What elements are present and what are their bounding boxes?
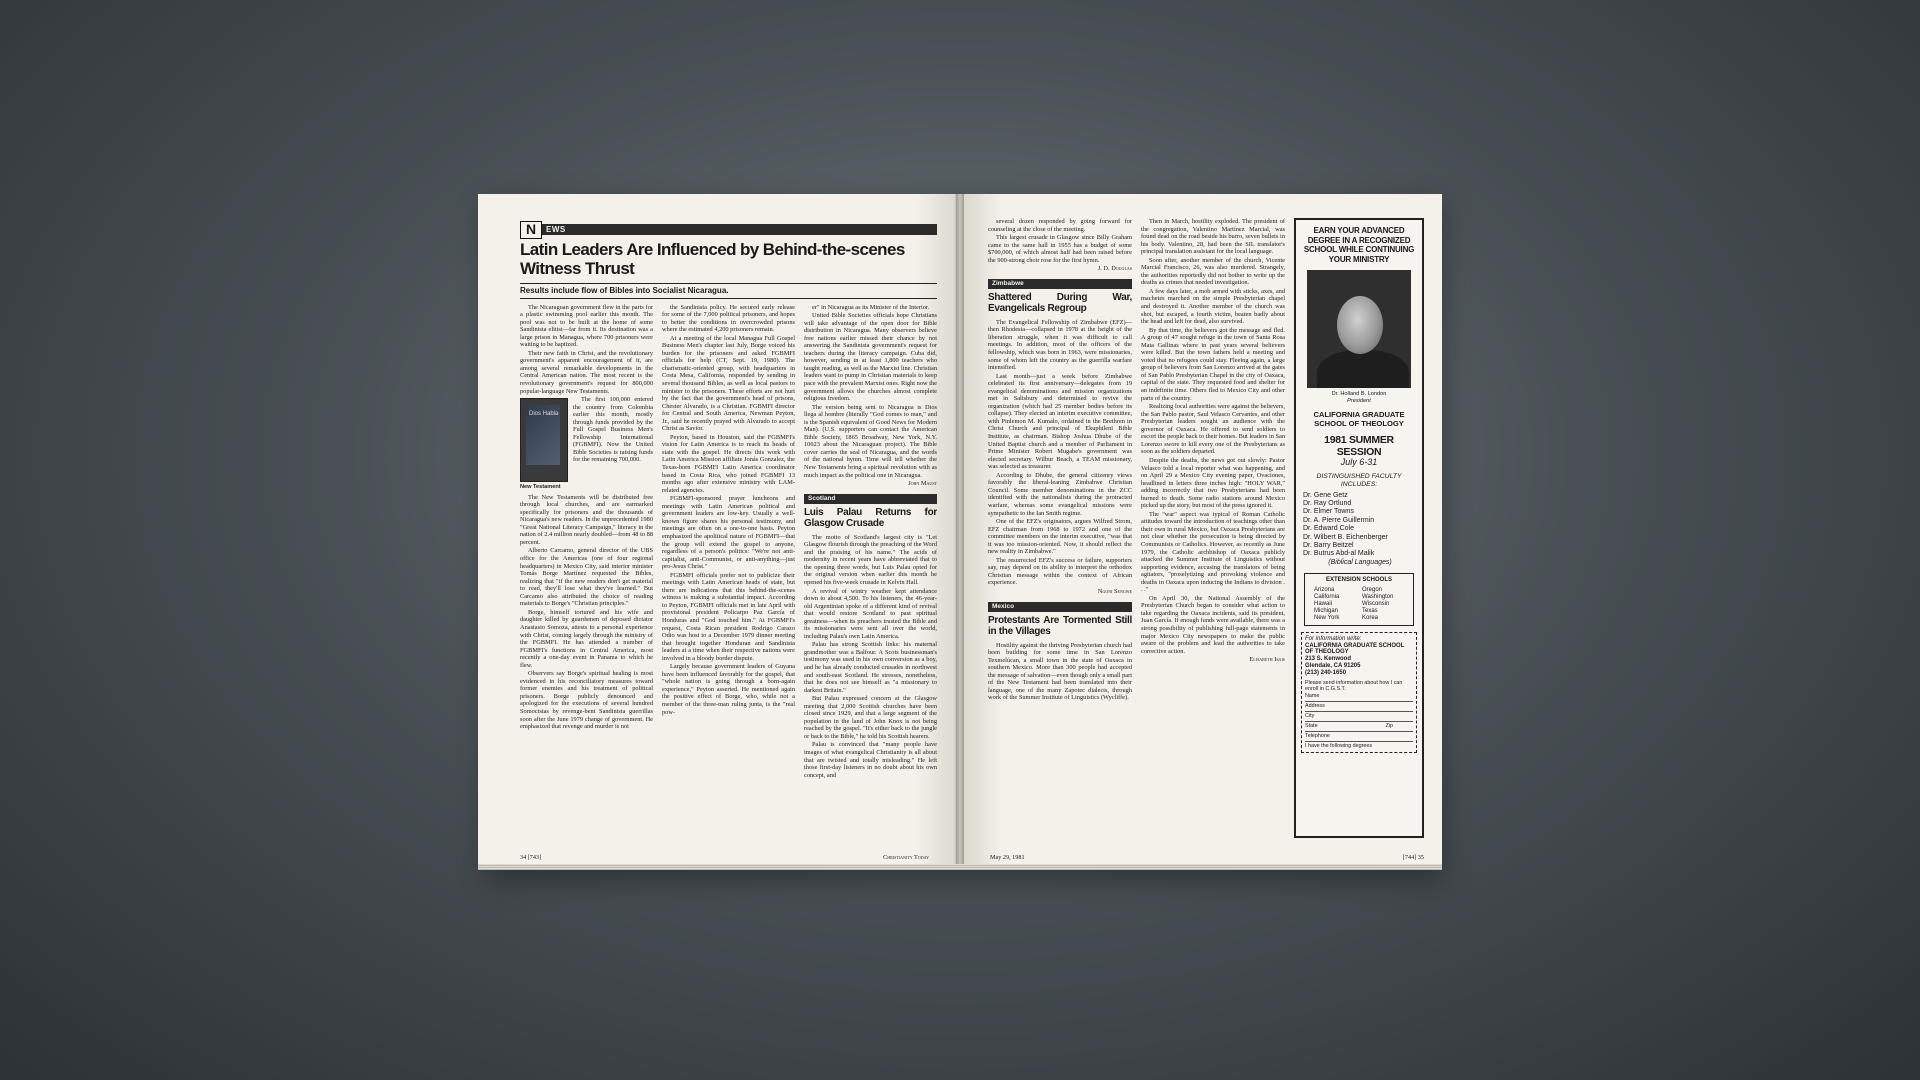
coupon-field-telephone xyxy=(1305,733,1413,742)
paragraph: Alberto Carcamo, general director of the UBS office for the Americas (one of four regional headquarters) in Mexico City, said interior minister Tomás Borge Martínez requested the Bibles, realizing that "if the new readers don't get material to read, they'll lose what they've learned." But Carcamo also attributed the choice of reading materials to Borge's "Christian principles." xyxy=(520,547,653,608)
extension-schools-title: EXTENSION SCHOOLS xyxy=(1325,577,1392,584)
paragraph: Peyton, based in Houston, said the FGBMFI's vision for Latin America is to reach its heads of state with the gospel. He directs this work with Latin America Mission affiliate Jonás Gonzalez, the Texas-born FGBMFI Latin America coordinator based in Costa Rica, who joined FGBMFI 13 months ago after extensive ministry with LAM-related agencies. xyxy=(662,433,795,494)
portrait-caption-title: President xyxy=(1347,397,1371,404)
faculty-name: Dr. Wilbert B. Eichenberger xyxy=(1303,533,1388,541)
coupon-field-label: Zip xyxy=(1385,722,1393,729)
left-page-columns xyxy=(520,304,937,868)
column-2 xyxy=(662,304,795,868)
spine-gutter xyxy=(956,194,964,868)
faculty-name: Dr. Ray Ortlund xyxy=(1303,499,1352,507)
paragraph: Realizing local authorities were against the believers, the San Pablo pastor, Saul Velasco Cervantes, and other Presbyterian leaders sought an audience with the governor of Oaxaca. He offered to send soldiers to escort the people back to their homes. But leaders in San Lorenzo swore to kill every one of the Presbyterians as soon as the soldiers departed. xyxy=(1141,403,1285,456)
page-stack-edge xyxy=(478,864,1442,870)
extension-schools-list xyxy=(1308,587,1410,622)
paragraph: But Palau expressed concern at the Glasgow meeting that 2,000 Scottish churches have been closed since 1929, and that a large segment of the population in the land of John Knox is not being reached by the gospel. "It's either back to the jungle or back to the Bible," he told his Scottish hearers. xyxy=(804,695,937,740)
paragraph: Largely because government leaders of Guyana have been influenced favorably for the gospel, that "whole nation is going through a born-again experience," Peyton asserted. He mentioned again the positive effect of Borge, who, while not a member of the three-man ruling junta, is the "real pow- xyxy=(662,663,795,716)
paragraph: Borge, himself tortured and his wife and daughter killed by guardsmen of deposed dictator Anastasio Somoza, attests to a personal experience with Christ, coming largely through the ministry of the FGBMFI. He has attended a number of FGBMFI's functions in Central America, most recently a one-day event in Panama to which he flew. xyxy=(520,608,653,669)
paragraph: The New Testaments will be distributed free through local churches, and are earmarked specifically for prisoners and the thousands of Nicaragua's new readers. In the unprecedented 1980 "Great National Literacy Campaign," literacy in the nation of 2.4 million nearly doubled—from 48 to 88 percent. xyxy=(520,493,653,546)
coupon-street: 213 S. Kenwood xyxy=(1305,656,1352,663)
magazine-spread xyxy=(478,194,1442,870)
faculty-name: Dr. Gene Getz xyxy=(1303,491,1348,499)
faculty-name: Dr. Barry Beitzel xyxy=(1303,541,1354,549)
coupon-field-label: Name xyxy=(1305,692,1320,699)
coupon-field-label: Telephone xyxy=(1305,732,1330,739)
paragraph: This largest crusade in Glasgow since Billy Graham came to the same hall in 1955 has a budget of some $700,000, of which almost half had been raised before the 900-strong choir rose for the first hymn. xyxy=(988,234,1132,264)
faculty-name: Dr. Elmer Towns xyxy=(1303,508,1354,516)
paragraph: the Sandinista policy. He secured early release for some of the 7,000 political prisoners, and hopes to better the conditions in overcrowded prisons where the estimated 4,200 prisoners remain. xyxy=(662,303,795,334)
coupon-city: Glendale, CA 91205 xyxy=(1305,662,1361,669)
paragraph: Then in March, hostility exploded. The president of the congregation, Valentino Martínez Marcial, was found dead on the road beside his burro, seven bullets in his body. Valentino, 28, had been the SIL translator's principal translation assistant for the local language. xyxy=(1141,218,1285,256)
ad-session-dates: July 6-31 xyxy=(1340,457,1378,467)
right-page-columns xyxy=(988,218,1424,850)
paragraph: A revival of wintry weather kept attendance down to about 4,500. To his listeners, the 46-year-old Argentinian spoke of a different kind of revival that would restore Scotland to past spiritual greatness—when its preachers trusted the Bible and its missionaries were sent all over the world, including Palau's own Latin America. xyxy=(804,587,937,640)
extension-school: Hawaii xyxy=(1314,600,1333,607)
extension-school: New York xyxy=(1314,614,1340,621)
bible-cover-title: Dios Habla xyxy=(529,411,559,418)
faculty-name: Dr. A. Pierre Guillermin xyxy=(1303,516,1375,524)
extension-school: Arizona xyxy=(1314,586,1335,593)
paragraph: Observers say Borge's spiritual healing is most evidenced in his reconciliatory measures toward former enemies and his treatment of political prisoners. Borge publicly denounced and apologized for the executions of several hundred Somocistas by revenge-bent Sandinista guerrillas soon after the June 1979 change of government. He emphasized that revenge and murder is not xyxy=(520,670,653,731)
ad-faculty-list xyxy=(1301,492,1417,568)
column-1 xyxy=(988,218,1132,850)
paragraph: er" in Nicaragua as its Minister of the Interior. xyxy=(812,303,930,311)
paragraph: On April 30, the National Assembly of the Presbyterian Church began to consider what action to take regarding the Oaxaca incidents, said its president, Juan García. If enough funds were available, there was a strong possibility of publishing full-page statements in major Mexico City newspapers to make the public aware of the problem and lead the authorities to take corrective action. xyxy=(1141,594,1285,655)
paragraph: FGBMFI-sponsored prayer luncheons and meetings with Latin American political and government leaders are low-key. Usually a well-known figure shares his personal testimony, and meetings are often on a one-to-one basis. Peyton emphasized the apolitical nature of FGBMFI—that the group will extend the gospel to anyone, regardless of a person's politics: "We're not anti-capitalist, anti-Communist, or anti-anything—just pro-Jesus Christ." xyxy=(662,495,795,571)
ad-school-name: CALIFORNIA GRADUATE SCHOOL OF THEOLOGY xyxy=(1313,410,1405,428)
coupon-field-label: State xyxy=(1305,722,1318,729)
faculty-name: Dr. Butrus Abd-al Malik xyxy=(1303,550,1375,558)
paragraph: Last month—just a week before Zimbabwe celebrated its first anniversary—delegates from 19 evangelical denominations and mission organizations met in Salisbury and determined to revive the organization (which had 25 member bodies before its collapse). They elected an interim executive committee, with Pinlemon M. Kumalo, ordained in the Brethren in Christ Church and principal of Ekuphileni Bible Institute, as chairman. Bishop Joshua Dhube of the United Baptist church and a member of Parliament in Prime Minister Robert Mugabe's government was elected secretary. Wilbur Beach, a TEAM missionary, was selected as treasurer. xyxy=(988,372,1132,471)
coupon-field-city xyxy=(1305,713,1413,722)
paragraph: The resurrected EFZ's success or failure, supporters say, may depend on its ability to interpret the orthodox Christian message within the context of African experience. xyxy=(988,556,1132,587)
ad-faculty-heading: DISTINGUISHED FACULTY INCLUDES: xyxy=(1316,472,1402,488)
paragraph: FGBMFI officials prefer not to publicize their meetings with Latin American heads of state, but there are indications that this behind-the-scenes witness is making a substantial impact. According to Peyton, FGBMFI officials met in late April with provisional president Policarpo Paz García of Honduras and "God touched him." At FGBMFI's request, Costa Rican president Rodrigo Carazo Odio was host to a December 1979 dinner meeting that brought together Honduran and Sandinista leaders at a time when their respective nations were involved in a bloody border dispute. xyxy=(662,571,795,662)
section-label-zimbabwe: Zimbabwe xyxy=(988,279,1132,289)
column-3 xyxy=(804,304,937,868)
coupon-field-label: City xyxy=(1305,712,1315,719)
extension-school: Texas xyxy=(1362,607,1378,614)
coupon-request: Please send information about how I can enroll in C.G.S.T. xyxy=(1305,679,1403,693)
paragraph: Palau is convinced that "many people have images of what evangelical Christianity is all about that are twisted and totally misleading." He left those first-day listeners in no doubt about his own concept, and xyxy=(804,741,937,779)
coupon-field-label: Address xyxy=(1305,702,1325,709)
school-advertisement xyxy=(1294,218,1424,838)
coupon-school: CALIFORNIA GRADUATE SCHOOL OF THEOLOGY xyxy=(1305,642,1405,656)
portrait-caption-name: Dr. Holland B. London xyxy=(1331,391,1387,397)
article-headline-scotland: Luis Palau Returns for Glasgow Crusade xyxy=(804,506,937,529)
article-headline-mexico: Protestants Are Tormented Still in the Villages xyxy=(988,614,1132,637)
extension-schools-box xyxy=(1304,573,1414,626)
extension-school: Korea xyxy=(1362,614,1379,621)
paragraph: Soon after, another member of the church, Vicente Marcial Francisco, 26, was also murdered. Strangely, the authorities reportedly did not bother to write up the deaths as crimes that needed investigation. xyxy=(1141,256,1285,287)
paragraph: United Bible Societies officials hope Christians will take advantage of the open door for Bible distribution in Nicaragua. Many observers believe free nations earlier missed their chance by not answering the Sandinista government's request for teachers during the literacy campaign. Cuba did, however, sending in at least 1,800 teachers who taught reading, as well as the Marxist line. Christian leaders want to pump in Christian materials to keep pace with the prevalent Marxist ones. Right now the government allows the churches almost complete religious freedom. xyxy=(804,312,937,403)
page-number-right: [744] 35 xyxy=(1402,854,1424,862)
extension-school: Michigan xyxy=(1314,607,1339,614)
paragraph: several dozen responded by going forward for counseling at the close of the meeting. xyxy=(988,218,1132,233)
paragraph: The Evangelical Fellowship of Zimbabwe (EFZ)—then Rhodesia—collapsed in 1978 at the height of the liberation struggle, when it was difficult to call meetings. In addition, most of the officers of the fellowship, which was born in 1963, were missionaries, some of whom left the country as the guerrilla warfare intensified. xyxy=(988,318,1132,372)
new-testament-photo xyxy=(520,398,568,482)
paragraph: By that time, the believers got the message and fled. A group of 47 sought refuge in the town of Santa Rosa Mata Gallinas where in past years several believers were killed. But the town fathers held a meeting and voted that no refugees could stay. Fleeing again, a large group of believers from San Lorenzo arrived at the gates of San Pablo Presbyterian Chapel in the city of Oaxaca, capital of the state. They requested food and shelter for an indefinite time. Others fled to Mexico City and other parts of the country. xyxy=(1141,326,1285,402)
president-portrait xyxy=(1307,270,1411,388)
paragraph: Hostility against the thriving Presbyterian church had been building for some time in San Lorenzo Texmelúcan, a small town in the state of Oaxaca in southern Mexico. More than 300 people had accepted the message of salvation—even though only a small part of the New Testament had been translated into their language, one of the many Zapotec dialects, through work of the Summer Institute of Linguistics (Wycliffe). xyxy=(988,641,1132,702)
ad-session-title: 1981 SUMMER SESSION xyxy=(1324,434,1394,458)
paragraph: The Nicaraguan government flew in the parts for a plastic swimming pool earlier this month. The pool was not to be built at the home of some Sandinista elitist—far from it. Its destination was a large prison in Managua, where 700 prisoners were waiting to be baptized. xyxy=(520,303,653,349)
coupon-address-block xyxy=(1305,636,1413,677)
portrait-caption xyxy=(1301,391,1417,404)
issue-date: May 29, 1981 xyxy=(990,854,1025,862)
paragraph: One of the EFZ's originators, argues Wilfred Strom, EFZ chairman from 1968 to 1972 and one of the committee members on the interim executive, "was that it was too mission-oriented. Now, it should reflect the new reality in Zimbabwe." xyxy=(988,518,1132,556)
extension-school: Wisconsin xyxy=(1362,600,1390,607)
paragraph: The motto of Scotland's largest city is "Let Glasgow flourish through the preaching of the Word and the praising of his name." The acids of modernity in recent years have abbreviated that to the opening three words, but Luis Palau opted for the original version when earlier this month he opened his five-week crusade in Kelvin Hall. xyxy=(804,533,937,586)
coupon-field-name xyxy=(1305,693,1413,702)
paragraph: The first 100,000 entered the country from Colombia earlier this month, mostly through funds provided by the Full Gospel Business Men's Fellowship International (FGBMFI). Now the United Bible Societies is raising funds for the remaining 700,000. xyxy=(573,396,653,464)
coupon-field-address xyxy=(1305,703,1413,712)
faculty-note: (Biblical Languages) xyxy=(1328,558,1392,566)
column-1 xyxy=(520,304,653,868)
publication-name: Christianity Today xyxy=(883,854,929,862)
paragraph: Despite the deaths, the news got out slowly: Pastor Velasco told a local reporter what was happening, and on April 29 a Mexico City evening paper, Ovaciones, headlined in letters three inches high: "HOLY WAR," adding incorrectly that two Presbyterians had been burned to death. Some radio stations around Mexico picked up the story, but most of the press ignored it. xyxy=(1141,456,1285,510)
paragraph: According to Dhube, the general citizenry views favorably the liberal-leaning Zimbabwe Christian Council. Some member denominations in the ZCC identified with the nationalists during the protracted warfare, whereas some evangelical missions were sympathetic to the Ian Smith regime. xyxy=(988,471,1132,517)
coupon-field-state-zip xyxy=(1305,723,1413,732)
paragraph: Their new faith in Christ, and the revolutionary government's apparent encouragement of it, are among several remarkable developments in the Central American nation. The most recent is the revolutionary government's request for 800,000 popular-language New Testaments. xyxy=(520,349,653,395)
news-banner xyxy=(520,222,937,237)
byline: John Maust xyxy=(908,480,937,488)
byline: Ngoni Sengwe xyxy=(1097,587,1132,595)
ad-headline: EARN YOUR ADVANCED DEGREE IN A RECOGNIZED SCHOOL WHILE CONTINUING YOUR MINISTRY xyxy=(1303,226,1415,264)
portrait-shoulders xyxy=(1317,350,1409,388)
page-number-left: 34 [743] xyxy=(520,854,542,862)
section-label-scotland: Scotland xyxy=(804,494,937,504)
photo-caption: New Testament xyxy=(520,484,561,491)
news-section-label: EWS xyxy=(542,224,937,235)
left-page xyxy=(478,194,956,868)
paragraph: Palau has strong Scottish links: his maternal grandmother was a Balfour. A Scots businessman's testimony was used in his own conversion as a boy, and he has already conducted crusades in northwest and south-east Scotland. He stresses, nonetheless, that he does not see himself as "a missionary to darkest Britain." xyxy=(804,641,937,694)
coupon-phone: (213) 240-1650 xyxy=(1305,669,1347,676)
right-page xyxy=(964,194,1442,868)
information-coupon xyxy=(1301,632,1417,754)
byline: J. D. Douglas xyxy=(1097,265,1132,273)
extension-school: Oregon xyxy=(1362,586,1383,593)
coupon-footer: I have the following degrees xyxy=(1305,742,1373,749)
column-2 xyxy=(1141,218,1285,850)
extension-school: California xyxy=(1314,593,1340,600)
extension-school: Washington xyxy=(1362,593,1394,600)
article-headline-zimbabwe: Shattered During War, Evangelicals Regroup xyxy=(988,291,1132,314)
byline: Elisabeth Isais xyxy=(1249,656,1285,664)
paragraph: The version being sent to Nicaragua is Dios llega al hombre (literally "God comes to man," and is the Spanish equivalent of Good News for Modern Man). (U.S. supporters can contact the American Bible Society, 1865 Broadway, New York, N.Y. 10023 about the Nicaraguan project). The Bible cover carries the seal of Nicaragua, and the words of the national hymn. Time will tell whether the New Testaments bring a spiritual revolution with as much impact as the political one in Nicaragua. xyxy=(804,403,937,479)
paragraph: At a meeting of the local Managua Full Gospel Business Men's chapter last July, Borge voiced his burden for the prisoners and asked FGBMFI officials for help (CT, Sept. 19, 1980). The charismatic-oriented group, with headquarters in Costa Mesa, California, responded by sending in several thousand Bibles, as well as local pastors to minister to the prisoners. These efforts are not hurt by the fact that the government's head of prisons, Chester Alvarado, is a Christian. FGBMFI director for Central and South America, Newman Peyton, Jr., said he recently prayed with Alvarado to accept Christ as Savior. xyxy=(662,334,795,433)
headline-deck: Results include flow of Bibles into Socialist Nicaragua. xyxy=(520,283,937,299)
paragraph: A few days later, a mob armed with sticks, axes, and machetes marched on the simple Presbyterian chapel and destroyed it. Another member of the church was shot, but escaped, a fourth victim, beaten badly about the head and left for dead, also survived. xyxy=(1141,287,1285,326)
news-logo-letter: N xyxy=(520,221,542,239)
section-label-mexico: Mexico xyxy=(988,602,1132,612)
paragraph: The "war" aspect was typical of Roman Catholic attitudes toward the introduction of teachings other than their own in rural Mexico, but Oaxaca Presbyterians are not clear whether the persecution is being directed by Communists or Catholics. However, as recently as June 1979, the Catholic archbishop of Oaxaca publicly attacked the Summer Institute of Linguistics without supporting evidence, accusing the translators of being agitators, "proselytizing and provoking violence and deaths in Oaxaca upon inducing the Indians to division . . ." xyxy=(1141,510,1285,594)
main-headline: Latin Leaders Are Influenced by Behind-the-scenes Witness Thrust xyxy=(520,240,905,278)
faculty-name: Dr. Edward Cole xyxy=(1303,525,1354,533)
portrait-face xyxy=(1337,296,1383,354)
coupon-intro: For information write: xyxy=(1305,635,1362,642)
